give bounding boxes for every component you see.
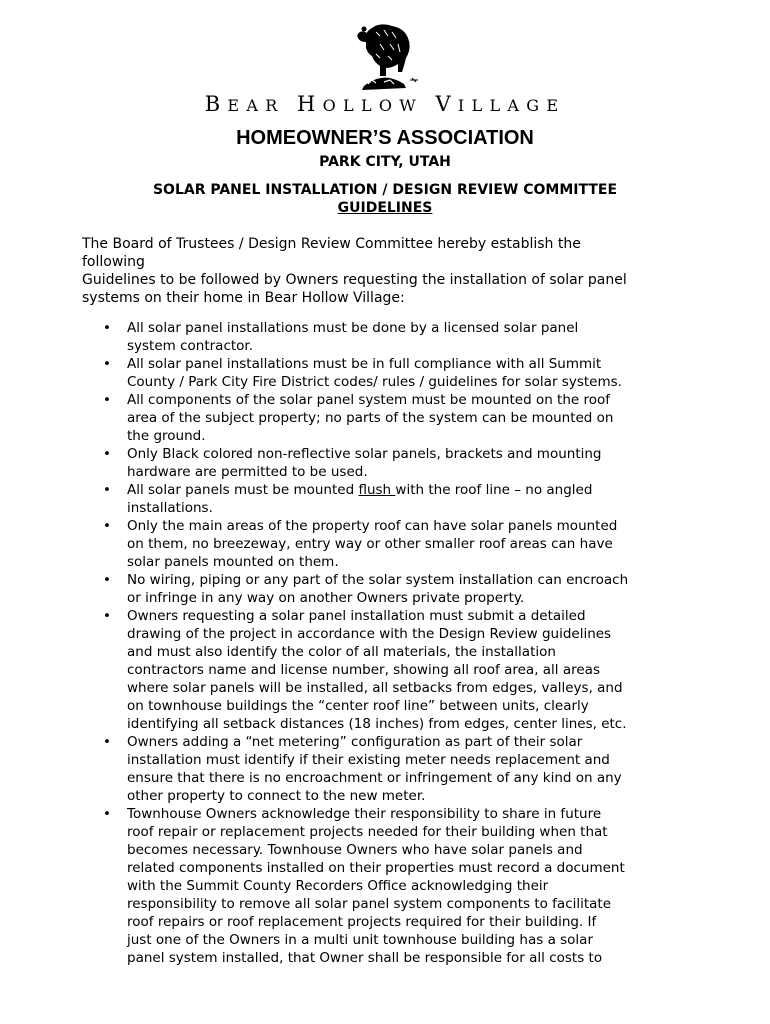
list-item-line: Townhouse Owners acknowledge their responsibility to share in future — [127, 806, 602, 822]
list-item-line: system contractor. — [127, 338, 254, 354]
intro-paragraph — [82, 235, 692, 307]
list-item-line: where solar panels will be installed, all setbacks from edges, valleys, and — [127, 680, 623, 696]
list-item — [82, 517, 697, 571]
text-run: with the roof line – no angled — [395, 482, 593, 498]
list-item-line: No wiring, piping or any part of the solar system installation can encroach — [127, 572, 629, 588]
list-item-line: All solar panel installations must be done by a licensed solar panel — [127, 320, 579, 336]
list-item-line: drawing of the project in accordance with the Design Review guidelines — [127, 626, 612, 642]
bullet: • — [103, 734, 111, 750]
list-item-line: panel system installed, that Owner shall be responsible for all costs to — [127, 950, 603, 966]
list-item-line: with the Summit County Recorders Office acknowledging their — [127, 878, 549, 894]
intro-line: systems on their home in Bear Hollow Village: — [82, 290, 405, 306]
list-item-line: County / Park City Fire District codes/ rules / guidelines for solar systems. — [127, 374, 622, 390]
bear-logo — [346, 14, 426, 92]
list-item-line: area of the subject property; no parts of the system can be mounted on — [127, 410, 614, 426]
list-item-line: Owners adding a “net metering” configuration as part of their solar — [127, 734, 583, 750]
bullet: • — [103, 572, 111, 588]
list-item — [82, 733, 697, 805]
bullet: • — [103, 392, 111, 408]
list-item-line: solar panels mounted on them. — [127, 554, 339, 570]
list-item — [82, 445, 697, 481]
location-heading: PARK CITY, UTAH — [319, 154, 451, 170]
list-item-line: becomes necessary. Townhouse Owners who have solar panels and — [127, 842, 583, 858]
list-item-line: other property to connect to the new meter. — [127, 788, 426, 804]
intro-line: The Board of Trustees / Design Review Committee hereby establish the — [82, 236, 581, 252]
list-item-line: responsibility to remove all solar panel system components to facilitate — [127, 896, 612, 912]
list-item — [82, 355, 697, 391]
list-item-line: installations. — [127, 500, 213, 516]
list-item-line: Owners requesting a solar panel installation must submit a detailed — [127, 608, 586, 624]
list-item-line: and must also identify the color of all materials, the installation — [127, 644, 556, 660]
list-item — [82, 391, 697, 445]
intro-line: Guidelines to be followed by Owners requesting the installation of solar panel — [82, 272, 627, 288]
list-item-line: identifying all setback distances (18 inches) from edges, center lines, etc. — [127, 716, 627, 732]
list-item-line: on townhouse buildings the “center roof line” between units, clearly — [127, 698, 589, 714]
bullet: • — [103, 806, 111, 822]
underlined-word: flush — [358, 482, 396, 498]
bullet: • — [103, 356, 111, 372]
list-item-line: ensure that there is no encroachment or infringement of any kind on any — [127, 770, 622, 786]
committee-heading: SOLAR PANEL INSTALLATION / DESIGN REVIEW COMMITTEE — [152, 182, 618, 198]
list-item-line: All components of the solar panel system must be mounted on the roof — [127, 392, 611, 408]
list-item-line: hardware are permitted to be used. — [127, 464, 368, 480]
list-item-line: just one of the Owners in a multi unit townhouse building has a solar — [127, 932, 593, 948]
list-item-line: installation must identify if their existing meter needs replacement and — [127, 752, 610, 768]
list-item-line — [127, 481, 697, 499]
bullet: • — [103, 608, 111, 624]
list-item-line: roof repair or replacement projects needed for their building when that — [127, 824, 608, 840]
list-item-line: Only the main areas of the property roof can have solar panels mounted — [127, 518, 618, 534]
list-item-line: contractors name and license number, showing all roof area, all areas — [127, 662, 600, 678]
bullet: • — [103, 320, 111, 336]
text-run: All solar panels must be mounted — [127, 482, 359, 498]
list-item-line: on them, no breezeway, entry way or other smaller roof areas can have — [127, 536, 613, 552]
list-item — [82, 571, 697, 607]
list-item — [82, 319, 697, 355]
bullet: • — [103, 446, 111, 462]
community-name: BEAR HOLLOW VILLAGE — [204, 92, 566, 116]
list-item-line: roof repairs or roof replacement projects required for their building. If — [127, 914, 597, 930]
guidelines-list — [82, 319, 697, 967]
list-item-line: or infringe in any way on another Owners private property. — [127, 590, 525, 606]
list-item — [82, 481, 697, 517]
list-item-line: All solar panel installations must be in full compliance with all Summit — [127, 356, 602, 372]
list-item — [82, 607, 697, 733]
guidelines-title: GUIDELINES — [337, 200, 433, 216]
list-item-line: Only Black colored non-reflective solar panels, brackets and mounting — [127, 446, 602, 462]
list-item-line: the ground. — [127, 428, 206, 444]
intro-line: following — [82, 254, 145, 270]
association-heading: HOMEOWNER’S ASSOCIATION — [236, 127, 534, 149]
list-item — [82, 805, 697, 967]
list-item-line: related components installed on their properties must record a document — [127, 860, 625, 876]
bullet: • — [103, 518, 111, 534]
bullet: • — [103, 482, 111, 498]
